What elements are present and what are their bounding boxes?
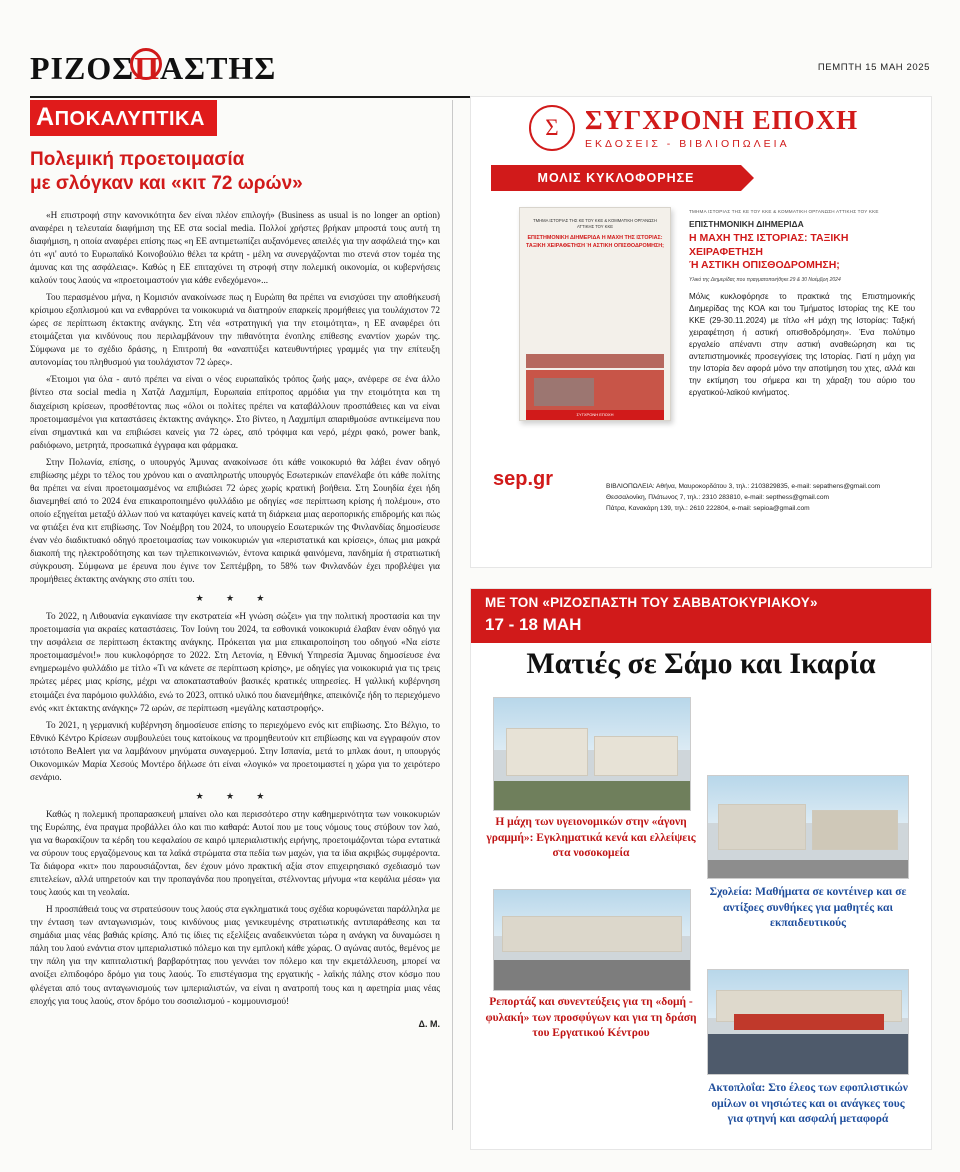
- cover-shape: [534, 378, 594, 406]
- promo-photo-school: [707, 775, 909, 879]
- publisher-header: [529, 105, 858, 151]
- promo-header-line-1: ΜΕ ΤΟΝ «ΡΙΖΟΣΠΑΣΤΗ ΤΟΥ ΣΑΒΒΑΤΟΚΥΡΙΑΚΟΥ»: [485, 595, 818, 610]
- bookstore-contact-line: ΒΙΒΛΙΟΠΩΛΕΙΑ: Αθήνα, Μαυροκορδάτου 3, τηλ.: 2103829835, e-mail: sepathens@gmail.com: [606, 483, 881, 491]
- article-paragraph: «Έτοιμοι για όλα - αυτό πρέπει να είναι ο νέος ευρωπαϊκός τρόπος ζωής μας», ανέφερε σε ένα άλλο βίντεο στα social media η Χατζά Λαχμπίμπ, Ευρωπαία επίτροπος αρμόδια για την ετοιμότητα και τη διαχείριση κρίσεων, προσθέτοντας πως «όλοι οι πολίτες πρέπει να καταβάλλουν προσπάθειες και να είναι προετοιμασμένοι για καταστάσεις έκτακτης ανάγκης». Στο βίντεο, η Λαχμπίμπ απαριθμούσε αντικείμενα που είναι σημαντικά και να επιβιώσει κανείς για 72 ώρες, από τρόφιμα και νερό, μέχρι φακό, power bank, ραδιόφωνο, μετρητά, προσωπικά έγγραφα και φάρμακα.: [30, 374, 440, 450]
- promo-caption: Η μάχη των υγειονομικών στην «άγονη γραμμή»: Εγκληματικά κενά και ελλείψεις στα νοσοκομεία: [486, 816, 696, 860]
- page-title: [30, 148, 440, 197]
- promo-caption: Σχολεία: Μαθήματα σε κοντέινερ και σε αντίξοες συνθήκες για μαθητές και εκπαιδευτικούς: [709, 886, 907, 930]
- promo-header-bar: [471, 589, 931, 643]
- promo-photo-hospital: [493, 697, 691, 811]
- bookstore-contact-line: Θεσσαλονίκη, Πλάτωνος 7, τηλ.: 2310 283810, e-mail: septhess@gmail.com: [606, 494, 829, 502]
- article-paragraph: Του περασμένου μήνα, η Κομισιόν ανακοίνωσε πως η Ευρώπη θα πρέπει να ενισχύσει την αποθήκευσή κρίσιμου εξοπλισμού και να ενθαρρύνει τα νοικοκυριά να διατηρούν επαρκείς προμήθειες για τουλάχιστον 72 ώρες σε περίπτωση έκτακτης ανάγκης. Στη νέα «στρατηγική για την ετοιμότητα», η ΕΕ αναφέρει ότι ετοιμάζεται για κινδύνους που περιλαμβάνουν την πιθανότητα ένοπλης επίθεσης εναντίον χωρών της. Σύμφωνα με το σχέδιο δράσης, η Επιτροπή θα «αναπτύξει κατευθυντήριες γραμμές για την επίτευξη αυτονομίας του πληθυσμού για τουλάχιστον 72 ώρες».: [30, 292, 440, 368]
- paragraph-separator: ★ ★ ★: [195, 593, 275, 604]
- headline-line-1: Πολεμική προετοιμασία: [30, 149, 245, 170]
- masthead: [30, 50, 930, 98]
- article-body: [30, 209, 440, 1031]
- photo-ground: [494, 960, 690, 990]
- ad-note: Υλικό της Διημερίδας που πραγματοποιήθηκε 29 & 30 Νοέμβρη 2024: [689, 276, 841, 283]
- issue-date: ΠΕΜΠΤΗ 15 ΜΑΗ 2025: [817, 62, 930, 73]
- ad-body-text: Μόλις κυκλοφόρησε το πρακτικά της Επιστημονικής Διημερίδας της ΚΟΑ και του Τμήματος Ιστορίας της ΚΕ του ΚΚΕ (29-30.11.2024) με τίτλο «Η μάχη της Ιστορίας: Ταξική χειραφέτηση ή αστική οπισθοδρόμηση». Ένα πολύτιμο εργαλείο απέναντι στην αστική αναθεώρηση και τις αντεπιστημονικές προσεγγίσεις της Ιστορίας. Γιατί η μάχη για την Ιστορία δεν αφορά μόνο την αποτίμηση του χτες, αλλά και την εκτίμηση του σήμερα και τη χάραξη του αύριο του εργατικού-λαϊκού κινήματος.: [689, 291, 915, 397]
- headline-line-2: με σλόγκαν και «κιτ 72 ωρών»: [30, 173, 303, 195]
- weekend-edition-promo[interactable]: [470, 588, 932, 1150]
- photo-building: [506, 728, 588, 776]
- ad-kicker: ΤΜΗΜΑ ΙΣΤΟΡΙΑΣ ΤΗΣ ΚΕ ΤΟΥ ΚΚΕ & ΚΟΜΜΑΤΙΚΗ ΟΡΓΑΝΩΣΗ ΑΤΤΙΚΗΣ ΤΟΥ ΚΚΕ: [689, 209, 879, 214]
- ad-heading-3: Ή ΑΣΤΙΚΗ ΟΠΙΣΘΟΔΡΟΜΗΣΗ;: [689, 259, 840, 272]
- logo-circle-icon: [130, 48, 162, 80]
- publisher-logo-glyph: Σ: [545, 115, 559, 140]
- photo-container-classroom: [718, 804, 806, 850]
- photo-container-classroom: [812, 810, 898, 850]
- logo-text-left: ΡΙΖΟΣ: [30, 50, 135, 86]
- section-label-rest: ΠΟΚΑΛΥΠΤΙΚΑ: [54, 108, 205, 130]
- logo-text-right: ΑΣΤΗΣ: [160, 50, 277, 86]
- photo-building: [502, 916, 682, 952]
- photo-ground: [708, 860, 908, 878]
- paragraph-separator: ★ ★ ★: [195, 790, 275, 801]
- book-cover-title: ΕΠΙΣΤΗΜΟΝΙΚΗ ΔΙΗΜΕΡΙΔΑ Η ΜΑΧΗ ΤΗΣ ΙΣΤΟΡΙΑΣ: ΤΑΞΙΚΗ ΧΕΙΡΑΦΕΤΗΣΗ Ή ΑΣΤΙΚΗ ΟΠΙΣΘΟΔΡΟΜΗΣΗ;: [526, 235, 664, 249]
- book-cover-kicker: ΤΜΗΜΑ ΙΣΤΟΡΙΑΣ ΤΗΣ ΚΕ ΤΟΥ ΚΚΕ & ΚΟΜΜΑΤΙΚΗ ΟΡΓΑΝΩΣΗ ΑΤΤΙΚΗΣ ΤΟΥ ΚΚΕ: [533, 218, 657, 229]
- promo-title: Ματιές σε Σάμο και Ικαρία: [526, 647, 876, 680]
- ad-heading-2: Η ΜΑΧΗ ΤΗΣ ΙΣΤΟΡΙΑΣ: ΤΑΞΙΚΗ ΧΕΙΡΑΦΕΤΗΣΗ: [689, 232, 849, 258]
- article-paragraph: Το 2021, η γερμανική κυβέρνηση δημοσίευσε επίσης το περιεχόμενο ενός κιτ επιβίωσης. Στο Βέλγιο, το Εθνικό Κέντρο Κρίσεων συμβουλεύει τους κατοίκους να προμηθευτούν κιτ επιβίωσης και να εγγραφούν στον ιστότοπο BeAlert για να λαμβάνουν μηνύματα συναγερμού. Στην Ισπανία, μετά το μπλακ άουτ, η υπουργός Οικονομικών Μαρία Χεσούς Μοντέρο δήλωσε ότι είναι «λογικό» να προετοιμαστεί η χώρα για το χειρότερο σενάριο.: [30, 719, 440, 782]
- section-label: [30, 100, 217, 136]
- new-release-ribbon: ΜΟΛΙΣ ΚΥΚΛΟΦΟΡΗΣΕ: [491, 165, 741, 191]
- book-cover-image: [519, 207, 671, 421]
- advertising-column: [470, 96, 930, 1126]
- advertisement-text: [689, 209, 915, 399]
- publisher-subtitle: ΕΚΔΟΣΕΙΣ - ΒΙΒΛΙΟΠΩΛΕΙΑ: [585, 137, 790, 150]
- article-paragraph: Το 2022, η Λιθουανία εγκαινίασε την εκστρατεία «Η γνώση σώζει» για την πολιτική προστασία και την προετοιμασία για ακραίες καταστάσεις. Τον Ιούνη του 2024, τα εσθονικά νοικοκυριά έλαβαν έναν οδηγό για την ασφάλεια σε περίπτωση έκτακτης ανάγκης. Πρόκειται για μια επικαιροποίηση του οδηγού «Να είστε προετοιμασμένοι!» που κυκλοφόρησε το 2022. Στη Λετονία, η Εθνική Υπηρεσία Άμυνας δημοσίευσε ένα ενημερωμένο φυλλάδιο με τίτλο «Τι να κάνετε σε περίπτωση κρίσης», με οδηγίες για νοικοκυριά για τις τρεις πρώτες μέρες μιας κρίσης, μέχρι να αποκατασταθούν βασικές κρατικές υπηρεσίες. Η γαλλική κυβέρνηση ετοιμάζει ένα παρόμοιο φυλλάδιο, ενώ το 2023, οπτικό υλικό που διανεμήθηκε, απεικόνιζε ήδη το περιεχόμενο ενός «κιτ έκτακτης ανάγκης» 72 ωρών, σε περίπτωση «μεγάλης καταστροφής».: [30, 611, 440, 713]
- publisher-website-link[interactable]: sep.gr: [493, 468, 554, 490]
- column-divider: [452, 100, 453, 1130]
- article-paragraph: Η προσπάθειά τους να στρατεύσουν τους λαούς στα εγκληματικά τους σχέδια κορυφώνεται παράλληλα με την ένταση των ανταγωνισμών, τους κινδύνους μιας γενικευμένης στρατιωτικής αντιπαράθεσης και τα σημάδια μιας νέας βαθιάς κρίσης. Από τις ίδιες τις εξελίξεις αναδεικνύεται τώρα η ανάγκη να δυναμώσει η πάλη του λαού ενάντια στον ιμπεριαλιστικό πόλεμο και την εμπλοκή κάθε χώρας. Ο αγώνας αυτός, θεμένος με την πάλη για την καπιταλιστική βαρβαρότητας που γεννάει τον πόλεμο και την εκμετάλλευση, μπορεί να ανοίξει ελπιδοφόρο δρόμο για τους λαούς. Το επιστέγασμα της εργατικής - λαϊκής πάλης στον κόσμο που φλέγεται από τους ανταγωνισμούς των ιμπεριαλιστών, να είναι η ανατροπή τους και η αφετηρία μιας νέας εποχής για τους λαούς, στον δρόμο του σοσιαλισμού - κομμουνισμού!: [30, 904, 440, 1006]
- main-article-column: [30, 100, 440, 1030]
- article-paragraph: Καθώς η πολεμική προπαρασκευή μπαίνει ολο και περισσότερο στην καθημερινότητα των νοικοκυριών της Ευρώπης, ένα πραγμα προβάλλει όλο και πιο καθαρά: Αυτοί που με τους νόμους τους στύβουν τον λαό, για να θωρακίζουν τα κέρδη του κεφαλαίου σε καιρό ιμπεριαλιστικής ειρήνης, προετοιμάζονται τώρα εντατικά να σύρουν τους εργαζόμενους και τα λαϊκά στρώματα στα πεδία των μαχών, για τα ίδια ακριβώς συμφέροντα. Τα διάφορα «κιτ» που παρουσιάζονται, δεν έχουν μόνο πρακτική αξία στον επιχειρησιακό σχεδιασμό των επιτελείων, αλλά υπηρετούν και την προπαγάνδα που προηγείται, στέλνοντας μήνυμα «τα κεφάλια μέσα» για τους λαούς και τη νεολαία.: [30, 808, 440, 898]
- bookstore-contacts: [606, 482, 911, 515]
- section-label-first-letter: Α: [36, 103, 55, 131]
- bookstore-contact-line: Πάτρα, Κανακάρη 139, τηλ.: 2610 222804, e-mail: sepioa@gmail.com: [606, 505, 810, 513]
- promo-caption: Ακτοπλοΐα: Στο έλεος των εφοπλιστικών ομίλων οι νησιώτες και οι ανάγκες τους για φτηνή και ασφαλή μεταφορά: [708, 1082, 908, 1126]
- ad-heading-1: ΕΠΙΣΤΗΜΟΝΙΚΗ ΔΙΗΜΕΡΙΔΑ: [689, 219, 804, 229]
- promo-caption: Ρεπορτάζ και συνεντεύξεις για τη «δομή - φυλακή» των προσφύγων και για τη δράση του Εργατικού Κέντρου: [485, 996, 697, 1040]
- promo-photo-refugee-structure: [493, 889, 691, 991]
- article-paragraph: «Η επιστροφή στην κανονικότητα δεν είναι πλέον επιλογή» (Business as usual is no longer an option) αναφέρει η τελευταία διαφήμιση της ΕΕ στα social media. Πολλοί χρήστες βρήκαν μπροστά τους αυτή τη διαφήμιση, η οποία αναφέρει επίσης πως «η ΕΕ αντιμετωπίζει αυξανόμενες απειλές για την ασφάλειά της» και ότι «γι' αυτό το Ευρωπαϊκό Κοινοβούλιο θέλει τα κράτη - μέλη να συνεργάζονται πιο στενά στον τομέα της άμυνας και της ασφάλειας». Καθώς η ΕΕ επιταχύνει τη στροφή στην πολεμική οικονομία, οι κυβερνήσεις καλούν τους λαούς να «προετοιμαστούν για κάθε ενδεχόμενο»...: [30, 209, 440, 285]
- publisher-advertisement[interactable]: [470, 96, 932, 568]
- photo-protest-banner: [734, 1014, 884, 1030]
- promo-photo-demonstration: [707, 969, 909, 1075]
- publisher-name: ΣΥΓΧΡΟΝΗ ΕΠΟΧΗ: [585, 104, 859, 135]
- logo-text-mid: Π: [134, 50, 161, 86]
- promo-header-line-2: 17 - 18 ΜΑΗ: [485, 615, 582, 634]
- book-cover-brand: ΣΥΓΧΡΟΝΗ ΕΠΟΧΗ: [526, 410, 664, 420]
- article-signature: Δ. Μ.: [418, 1018, 440, 1029]
- book-cover-artwork: [520, 324, 670, 420]
- photo-foreground: [494, 781, 690, 810]
- photo-building: [594, 736, 678, 776]
- cover-shape: [526, 354, 664, 368]
- publisher-logo-icon: [529, 105, 575, 151]
- photo-crowd: [708, 1034, 908, 1074]
- article-paragraph: Στην Πολωνία, επίσης, ο υπουργός Άμυνας ανακοίνωσε ότι κάθε νοικοκυριό θα λάβει έναν οδηγό επιβίωσης μέχρι το τέλος του χρόνου και ο αναπληρωτής υπουργός Εσωτερικών επανέλαβε ότι κάθε πολίτης θα πρέπει να είναι προετοιμασμένος να επιβιώσει 72 ώρες χωρίς κρατική βοήθεια. Στη Σουηδία έχει ήδη διανεμηθεί από το 2024 ένα επικαιροποιημένο φυλλάδιο με οδηγίες «σε περίπτωση κρίσης ή πολέμου», στο οποίο εξηγείται μεταξύ άλλων πού να καταφύγει κανείς κατά τη διάρκεια μιας αεροπορικής επιδρομής και πώς να φτιάξει ένα κιτ επιβίωσης. Τον Νοέμβρη του 2024, το υπουργείο Εσωτερικών της Φινλανδίας δημοσίευσε έναν νέο διαδικτυακό οδηγό προετοιμασίας των νοικοκυριών για «περιστατικά και κρίσεις», όπως μια μακρά διακοπή της ηλεκτροδότησης και των τηλεπικοινωνιών, έντονα καιρικά φαινόμενα, πανδημία ή στρατιωτική σύγκρουση. Σύμφωνα με έρευνα που έγινε τον Σεπτέμβρη, το 58% των Φινλανδών έχει προβλέψει για προμήθειες έκτακτης ανάγκης στο σπίτι του.: [30, 456, 440, 585]
